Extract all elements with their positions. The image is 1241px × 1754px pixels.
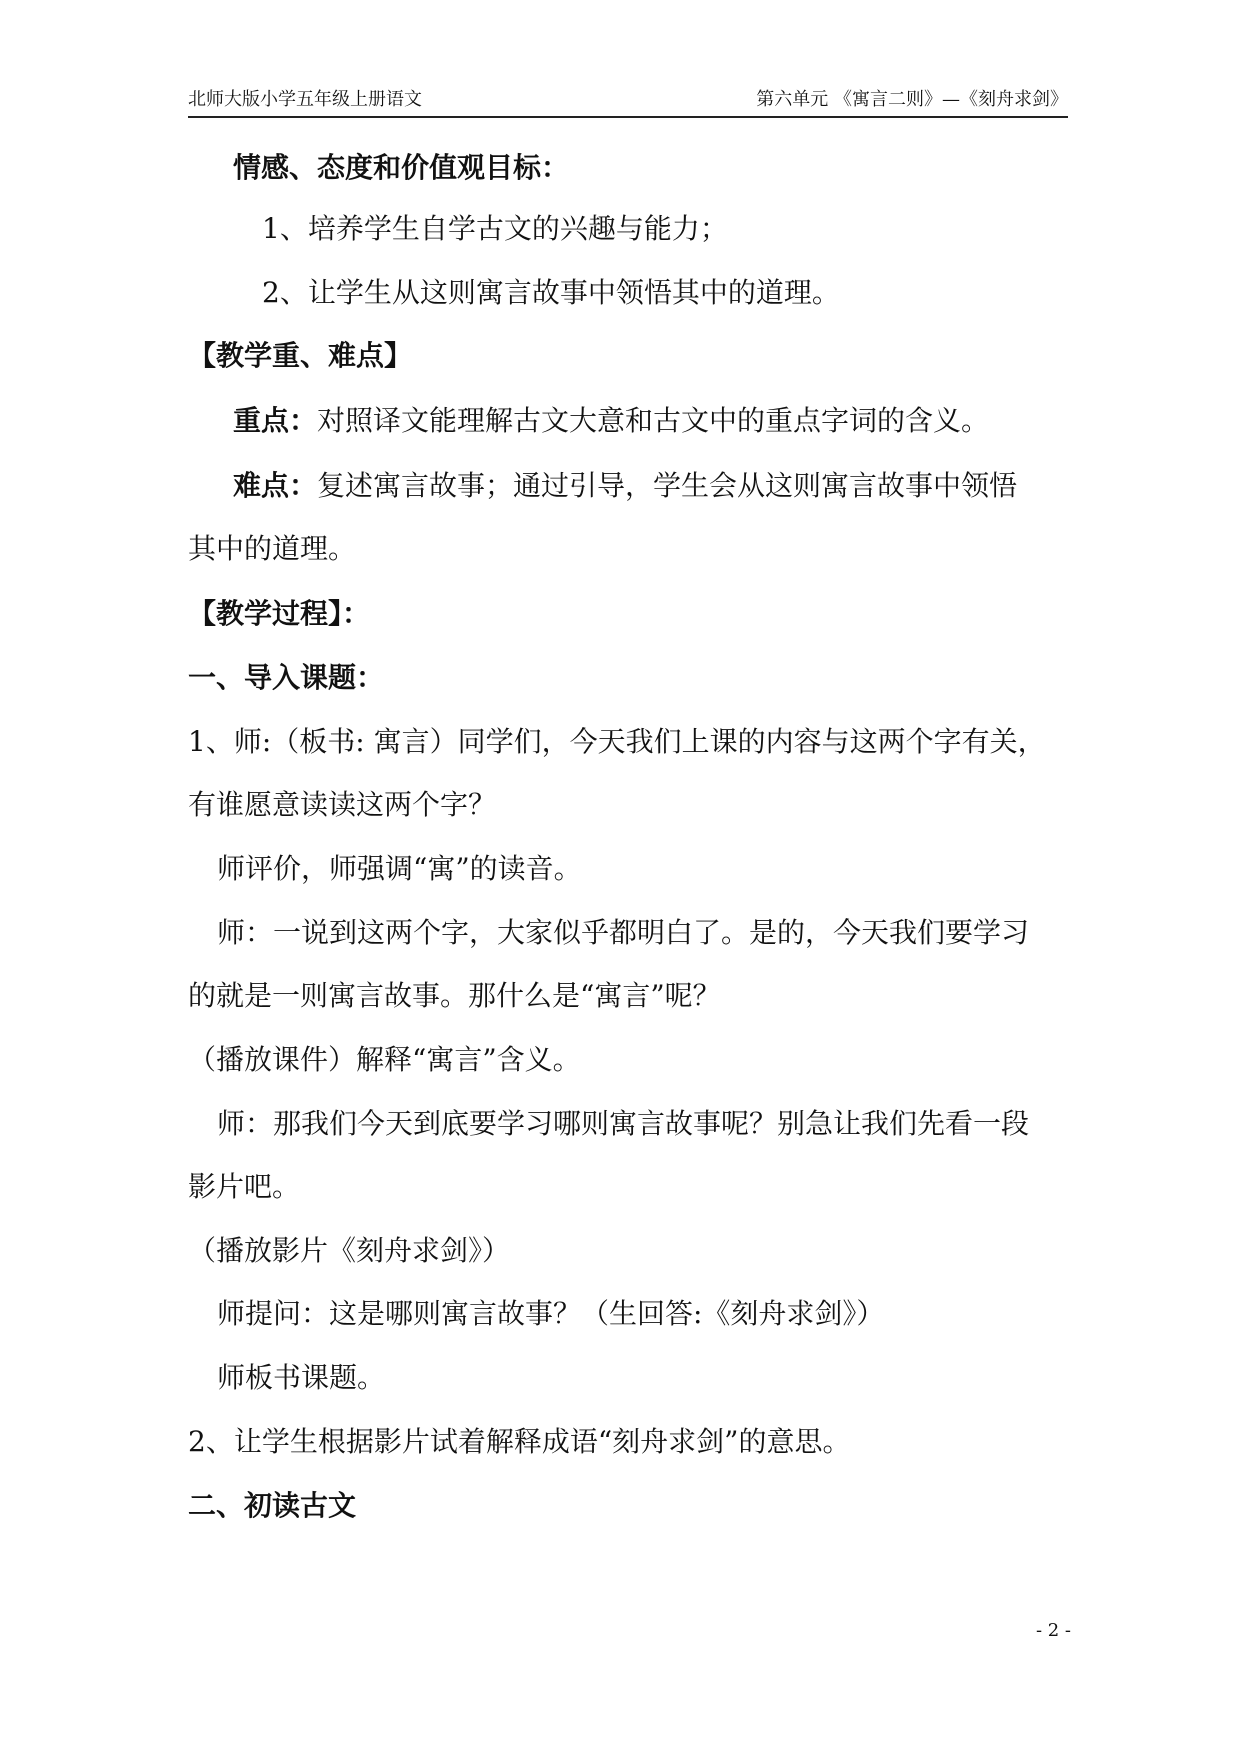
paragraph-5-line-2: 影片吧。 xyxy=(188,1170,301,1203)
paragraph-1-line-1: 1、师:（板书: 寓言）同学们，今天我们上课的内容与这两个字有关， xyxy=(188,725,1046,758)
goal-item-2: 2、让学生从这则寓言故事中领悟其中的道理。 xyxy=(262,276,840,309)
difficult-point-text-line-2: 其中的道理。 xyxy=(188,532,357,565)
header-textbook-title: 北师大版小学五年级上册语文 xyxy=(188,89,422,110)
paragraph-5-line-1: 师：那我们今天到底要学习哪则寓言故事呢？别急让我们先看一段 xyxy=(217,1107,1030,1140)
key-point-text: 对照译文能理解古文大意和古文中的重点字词的含义。 xyxy=(317,404,990,437)
goals-heading: 情感、态度和价值观目标： xyxy=(233,151,570,184)
paragraph-3-line-1: 师：一说到这两个字，大家似乎都明白了。是的，今天我们要学习 xyxy=(217,916,1030,949)
page-header xyxy=(188,88,1068,118)
goal-item-1: 1、培养学生自学古文的兴趣与能力； xyxy=(262,212,728,245)
header-lesson-title: 第六单元 《寓言二则》—《刻舟求剑》 xyxy=(756,89,1068,110)
key-point-label: 重点： xyxy=(233,404,318,437)
paragraph-9: 2、让学生根据影片试着解释成语“刻舟求剑”的意思。 xyxy=(188,1425,851,1458)
paragraph-3-line-2: 的就是一则寓言故事。那什么是“寓言”呢？ xyxy=(188,979,721,1012)
difficult-point-text-line-1: 复述寓言故事；通过引导，学生会从这则寓言故事中领悟 xyxy=(317,469,1018,502)
paragraph-2: 师评价，师强调“寓”的读音。 xyxy=(217,852,582,885)
paragraph-8: 师板书课题。 xyxy=(217,1361,386,1394)
difficult-point-label: 难点： xyxy=(233,469,318,502)
section-1-title: 一、导入课题： xyxy=(188,661,385,694)
key-point-paragraph xyxy=(233,403,989,439)
paragraph-6: （播放影片《刻舟求剑》） xyxy=(188,1234,511,1267)
page-number: - 2 - xyxy=(1035,1620,1071,1641)
paragraph-7: 师提问：这是哪则寓言故事？（生回答:《刻舟求剑》） xyxy=(217,1297,885,1330)
section-2-title: 二、初读古文 xyxy=(188,1489,357,1522)
process-heading: 【教学过程】： xyxy=(188,597,371,630)
difficult-point-paragraph xyxy=(233,468,1017,504)
paragraph-1-line-2: 有谁愿意读读这两个字？ xyxy=(188,788,497,821)
key-points-heading: 【教学重、难点】 xyxy=(188,339,413,372)
paragraph-4: （播放课件）解释“寓言”含义。 xyxy=(188,1043,581,1076)
